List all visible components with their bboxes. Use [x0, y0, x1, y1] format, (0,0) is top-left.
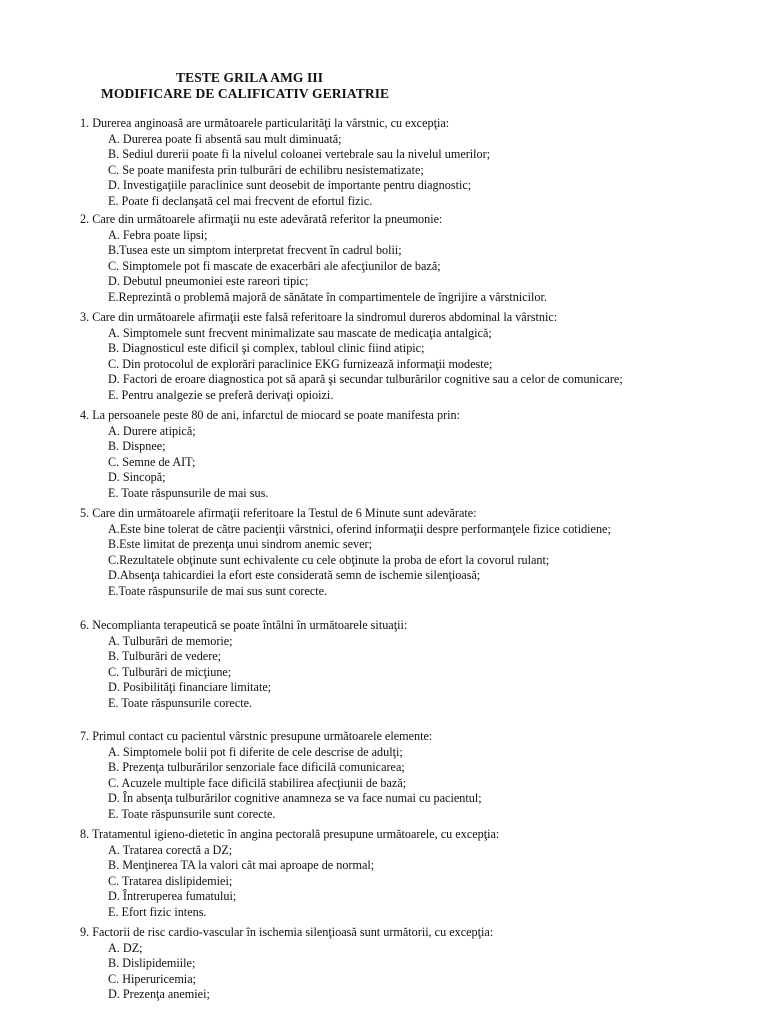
answer-option: C. Se poate manifesta prin tulburări de echilibru nesistematizate; [108, 162, 424, 177]
answer-option: A. Durerea poate fi absentă sau mult diminuată; [108, 131, 342, 146]
answer-option: D. Prezenţa anemiei; [108, 987, 210, 1002]
answer-option: B. Menţinerea TA la valori cât mai aproape de normal; [108, 858, 375, 873]
answer-option: A. Simptomele bolii pot fi diferite de cele descrise de adulţi; [108, 744, 403, 759]
question-2 [80, 212, 547, 306]
answer-option: C. Acuzele multiple face dificilă stabilirea afecţiunii de bază; [108, 775, 407, 790]
answer-option: D. În absenţa tulburărilor cognitive anamneza se va face numai cu pacientul; [108, 791, 482, 806]
answer-option: E. Efort fizic intens. [108, 904, 207, 919]
answer-option: A. DZ; [108, 940, 143, 955]
answer-option: E. Poate fi declanşată cel mai frecvent de efortul fizic. [108, 193, 373, 208]
question-stem: 9. Factorii de risc cardio-vascular în ischemia silenţioasă sunt următorii, cu excepţia: [80, 925, 494, 939]
answer-option: C.Rezultatele obţinute sunt echivalente cu cele obţinute la proba de efort la covorul rulant; [108, 552, 550, 567]
question-stem: 6. Necomplianta terapeutică se poate întâlni în următoarele situaţii: [80, 618, 408, 632]
answer-option: D. Debutul pneumoniei este rareori tipic; [108, 274, 309, 289]
question-stem: 3. Care din următoarele afirmaţii este falsă referitoare la sindromul dureros abdominal la vârstnic: [80, 310, 558, 324]
answer-option: A. Tulburări de memorie; [108, 633, 233, 648]
answer-option: E. Toate răspunsurile sunt corecte. [108, 806, 276, 821]
answer-option: D. Investigaţiile paraclinice sunt deosebit de importante pentru diagnostic; [108, 178, 472, 193]
answer-option: A. Febra poate lipsi; [108, 227, 208, 242]
question-4 [80, 408, 460, 502]
question-6 [80, 618, 407, 712]
question-stem: 4. La persoanele peste 80 de ani, infarctul de miocard se poate manifesta prin: [80, 408, 461, 422]
answer-option: A. Tratarea corectă a DZ; [108, 842, 233, 857]
answer-option: C. Din protocolul de explorări paraclinice EKG furnizează informaţii modeste; [108, 356, 493, 371]
answer-option: C. Semne de AIT; [108, 454, 196, 469]
answer-option: B. Diagnosticul este dificil şi complex, tabloul clinic fiind atipic; [108, 341, 425, 356]
answer-option: D. Factori de eroare diagnostica pot să apară şi secundar tulburărilor cognitive sau a celor de comunicare; [108, 372, 623, 387]
answer-option: B. Tulburări de vedere; [108, 649, 222, 664]
answer-option: A.Este bine tolerat de către pacienţii vârstnici, oferind informaţii despre performanţele fizice cotidiene; [108, 521, 611, 536]
answer-option: A. Durere atipică; [108, 423, 196, 438]
answer-option: E.Reprezintă o problemă majoră de sănătate în compartimentele de îngrijire a vârstnicilor. [108, 289, 547, 304]
answer-option: D.Absenţa tahicardiei la efort este considerată semn de ischemie silenţioasă; [108, 568, 481, 583]
answer-option: B. Dispnee; [108, 439, 166, 454]
question-stem: 2. Care din următoarele afirmaţii nu este adevărată referitor la pneumonie: [80, 212, 443, 226]
answer-option: B. Dislipidemiile; [108, 956, 196, 971]
question-9 [80, 925, 493, 1003]
answer-option: D. Întreruperea fumatului; [108, 889, 237, 904]
question-8 [80, 827, 499, 921]
document-subtitle: MODIFICARE DE CALIFICATIV GERIATRIE [101, 86, 390, 101]
answer-option: E. Toate răspunsurile de mai sus. [108, 485, 269, 500]
answer-option: A. Simptomele sunt frecvent minimalizate sau mascate de medicaţia antalgică; [108, 325, 492, 340]
answer-option: B. Prezenţa tulburărilor senzoriale face dificilă comunicarea; [108, 760, 405, 775]
answer-option: E. Pentru analgezie se preferă derivaţi opioizi. [108, 387, 334, 402]
answer-option: B. Sediul durerii poate fi la nivelul coloanei vertebrale sau la nivelul umerilor; [108, 147, 491, 162]
answer-option: E.Toate răspunsurile de mai sus sunt corecte. [108, 583, 328, 598]
question-stem: 7. Primul contact cu pacientul vârstnic presupune următoarele elemente: [80, 729, 433, 743]
question-stem: 5. Care din următoarele afirmaţii referitoare la Testul de 6 Minute sunt adevărate: [80, 506, 477, 520]
document-title: TESTE GRILA AMG III [176, 70, 324, 85]
question-5 [80, 506, 611, 600]
answer-option: C. Simptomele pot fi mascate de exacerbări ale afecţiunilor de bază; [108, 258, 441, 273]
question-1 [80, 116, 490, 210]
answer-option: C. Tulburări de micţiune; [108, 664, 232, 679]
answer-option: B.Este limitat de prezenţa unui sindrom anemic sever; [108, 537, 372, 552]
answer-option: D. Posibilităţi financiare limitate; [108, 680, 272, 695]
answer-option: D. Sincopă; [108, 470, 166, 485]
question-3 [80, 310, 623, 404]
answer-option: B.Tusea este un simptom interpretat frecvent în cadrul bolii; [108, 243, 402, 258]
answer-option: C. Tratarea dislipidemiei; [108, 873, 233, 888]
answer-option: E. Toate răspunsurile corecte. [108, 695, 253, 710]
question-stem: 1. Durerea anginoasă are următoarele particularităţi la vârstnic, cu excepţia: [80, 116, 450, 130]
answer-option: C. Hiperuricemia; [108, 971, 196, 986]
question-7 [80, 729, 482, 823]
question-stem: 8. Tratamentul igieno-dietetic în angina pectorală presupune următoarele, cu excepţia: [80, 827, 500, 841]
